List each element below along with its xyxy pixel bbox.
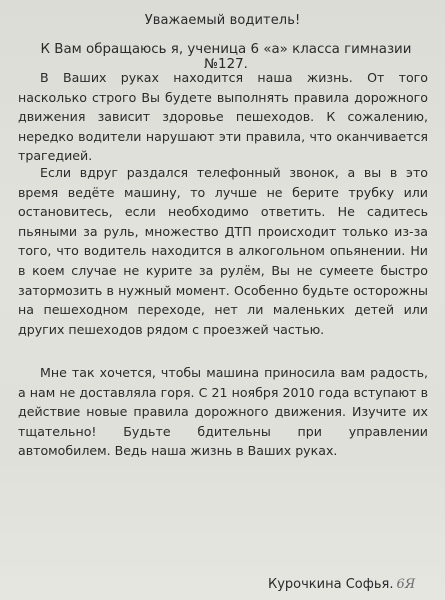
paragraph-2: Если вдруг раздался телефонный звонок, а вы в это время ведёте машину, то лучше не берите трубку или остановитесь, если необходимо ответить. Не садитесь пьяными за руль, множество ДТП происходит только из-за того, что водитель находится в алкогольном опьянении. Ни в коем случае не курите за рулём, Вы не сумеете быстро затормозить в нужный момент. Особенно будьте осторожны на пешеходном переходе, нет ли маленьких детей или других пешеходов рядом с проезжей частью. xyxy=(18,165,428,337)
letter-title: Уважаемый водитель! xyxy=(144,13,301,28)
handwritten-class-mark: 6Я xyxy=(396,577,416,592)
paragraph-1: В Ваших руках находится наша жизнь. От того насколько строго Вы будете выполнять правила дорожного движения зависит здоровье пешеходов. К сожалению, нередко водители нарушают эти правила, что оканчивается трагедией. xyxy=(18,70,428,164)
paragraph-3: Мне так хочется, чтобы машина приносила вам радость, а нам не доставляла горя. С 21 ноября 2010 года вступают в действие новые правила дорожного движения. Изучите их тщательно! Будьте бдительны при управлении автомобилем. Ведь наша жизнь в Ваших руках. xyxy=(18,365,428,459)
signature-name: Курочкина Софья. xyxy=(268,577,394,592)
letter-intro: К Вам обращаюсь я, ученица 6 «а» класса гимназии №127. xyxy=(40,42,412,72)
signature xyxy=(268,577,415,592)
